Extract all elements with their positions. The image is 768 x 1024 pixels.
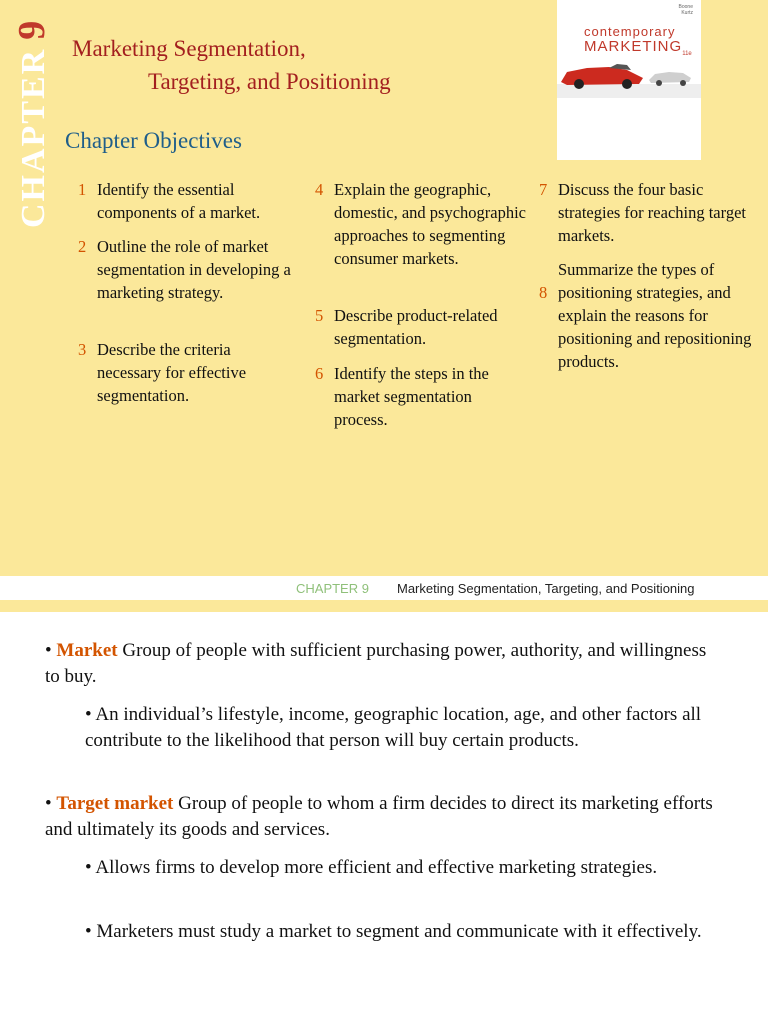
- car-illustration: [557, 58, 701, 98]
- note-bullet: •: [45, 640, 52, 661]
- note-bullet: •: [45, 793, 52, 814]
- objective-text: Discuss the four basic strategies for reaching target markets.: [558, 180, 746, 245]
- book-title-line2: [584, 38, 692, 57]
- slide-title-line1: Marketing Segmentation,: [72, 36, 306, 61]
- chapter-word: CHAPTER: [15, 47, 52, 228]
- note-paragraph: [45, 638, 725, 690]
- note-text: Group of people with sufficient purchasing power, authority, and willingness to buy.: [45, 640, 707, 687]
- objective-number: 1: [78, 180, 87, 199]
- note-subparagraph: [85, 919, 710, 945]
- note-term: Market: [56, 640, 118, 661]
- note-subparagraph: [85, 702, 710, 754]
- note-subparagraph: [85, 855, 685, 881]
- book-title-marketing: MARKETING: [584, 38, 683, 55]
- note-bullet: •: [85, 921, 92, 942]
- note-text: An individual’s lifestyle, income, geographic location, age, and other factors all contribute to the likelihood that person will buy certain products.: [85, 704, 702, 751]
- objective-number: 6: [315, 364, 324, 383]
- footer-chapter-label: CHAPTER 9: [296, 581, 369, 596]
- objective-number: 2: [78, 237, 87, 256]
- slide-bottom-strip: [0, 600, 768, 612]
- objective-number: 8: [539, 283, 548, 302]
- objective-number: 3: [78, 340, 87, 359]
- book-cover: [557, 0, 701, 160]
- note-text: Group of people to whom a firm decides to direct its marketing efforts and ultimately its goods and services.: [45, 793, 713, 840]
- note-paragraph: [45, 791, 725, 843]
- objective-number: 5: [315, 306, 324, 325]
- note-term: Target market: [56, 793, 174, 814]
- book-authors: [679, 4, 693, 16]
- objective-text: Identify the steps in the market segmentation process.: [334, 364, 489, 429]
- note-bullet: •: [85, 704, 92, 725]
- objective-text: Describe the criteria necessary for effective segmentation.: [97, 340, 247, 405]
- note-text: Allows firms to develop more efficient and effective marketing strategies.: [95, 857, 658, 878]
- objective-number: 4: [315, 180, 324, 199]
- chapter-number: 9: [11, 18, 53, 40]
- note-text: Marketers must study a market to segment and communicate with it effectively.: [96, 921, 702, 942]
- objective-text: Explain the geographic, domestic, and psychographic approaches to segmenting consumer markets.: [334, 180, 526, 268]
- footer-title: Marketing Segmentation, Targeting, and Positioning: [397, 581, 695, 596]
- slide-title-line2: Targeting, and Positioning: [148, 69, 391, 94]
- book-title-line1: contemporary: [584, 24, 676, 39]
- objective-text: Identify the essential components of a market.: [97, 180, 261, 222]
- objective-number: 7: [539, 180, 548, 199]
- book-edition: 11e: [682, 51, 692, 57]
- objective-text: Summarize the types of positioning strategies, and explain the reasons for positioning and repositioning products.: [558, 260, 752, 371]
- objective-text: Outline the role of market segmentation in developing a marketing strategy.: [97, 237, 291, 302]
- book-author-1: Boone: [678, 4, 693, 10]
- chapter-vertical-label: [11, 8, 53, 228]
- chapter-objectives-heading: Chapter Objectives: [65, 128, 242, 153]
- objective-text: Describe product-related segmentation.: [334, 306, 498, 348]
- note-bullet: •: [85, 857, 92, 878]
- book-author-2: Kurtz: [681, 10, 693, 16]
